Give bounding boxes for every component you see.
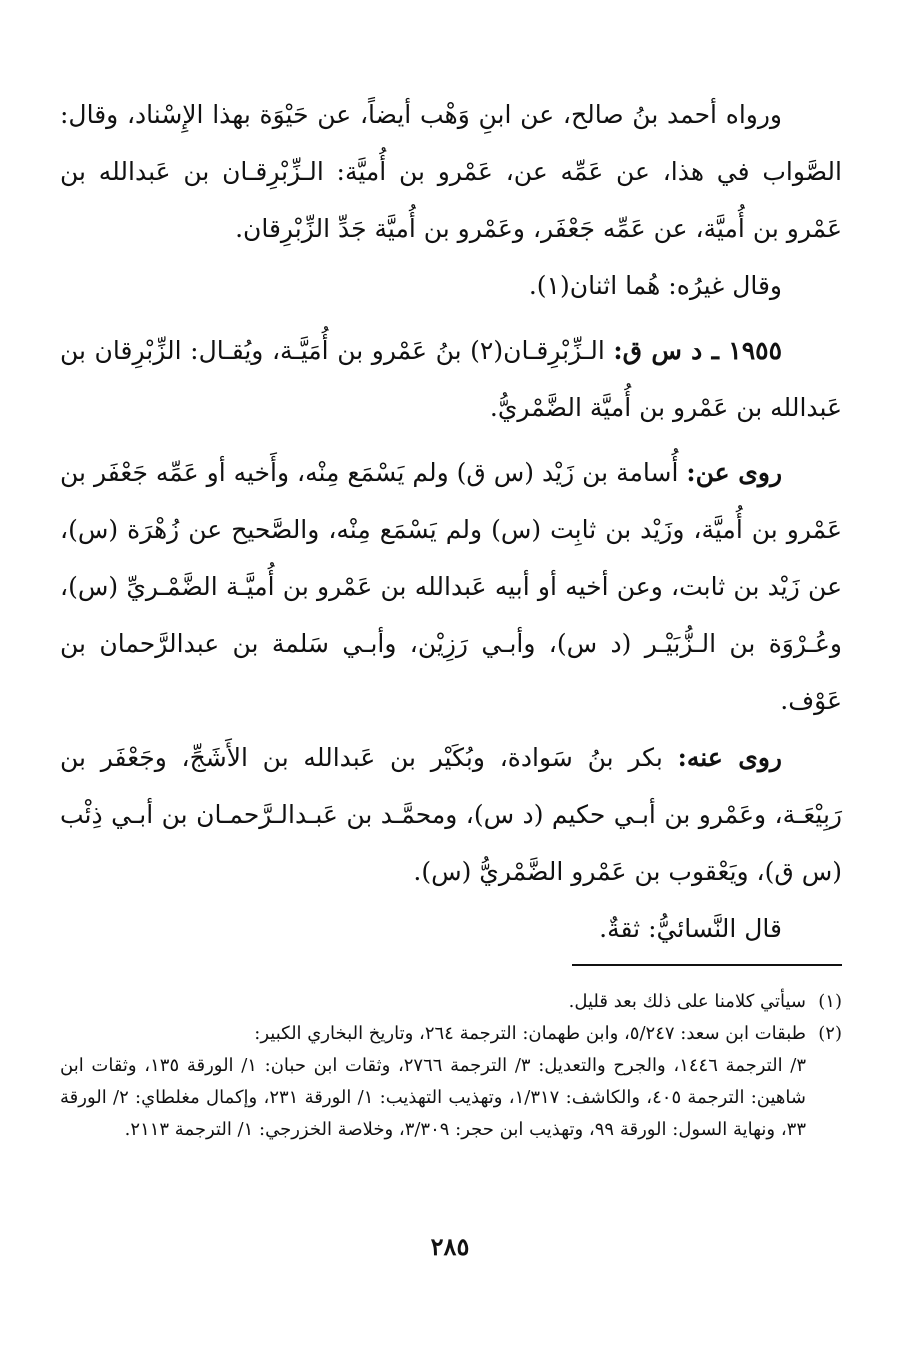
entry-name: الـزِّبْرِقـان(٢) بنُ عَمْرو بن أُمَيَّـة، ويُقـال: الزِّبْرِقان بن عَبدالله بن عَمْرو بن أُميَّة الضَّمْريُّ. [60, 336, 842, 422]
footnote-1 [60, 986, 842, 1018]
footnote-2-first-line: طبقات ابن سعد: ٥/٢٤٧، وابن طهمان: الترجمة ٢٦٤، وتاريخ البخاري الكبير: [254, 1023, 806, 1044]
narrated-from-label: روى عن: [686, 458, 783, 487]
entry-heading: ١٩٥٥ ـ د س ق: [613, 336, 782, 365]
paragraph-isnad: ورواه أحمد بنُ صالح، عن ابنِ وَهْب أيضاً، عن حَيْوَة بهذا الإِسْناد، وقال: الصَّواب في هذا، عن عَمِّه عن، عَمْرو بن أُميَّة: الـزِّبْرِقـان بن عَبدالله بن عَمْرو بن أُميَّة، عن عَمِّه جَعْفَر، وعَمْرو بن أُميَّة جَدِّ الزِّبْرِقان. [60, 100, 842, 243]
narrated-by-label: روى عنه: [677, 743, 782, 772]
footnote-1-number: (١) [818, 991, 842, 1012]
narrated-by-paragraph [60, 729, 842, 900]
paragraph-others-said: وقال غيرُه: هُما اثنان(١). [528, 271, 782, 300]
narrated-from-paragraph [60, 444, 842, 729]
footnote-2-number: (٢) [818, 1023, 842, 1044]
page-number: ٢٨٥ [430, 1232, 470, 1261]
narrated-by-text: بكر بنُ سَوادة، وبُكَيْر بن عَبدالله بن الأَشَجِّ، وجَعْفَر بن رَبِيْعَـة، وعَمْرو بن أبـي حكيم (د س)، ومحمَّـد بن عَبـدالـرَّحمـان بن أبـي ذِئْب (س ق)، ويَعْقوب بن عَمْرو الضَّمْريُّ (س). [60, 743, 842, 886]
footnote-divider [572, 964, 842, 966]
footnote-1-text: سيأتي كلامنا على ذلك بعد قليل. [568, 991, 806, 1012]
entry-1955 [60, 322, 842, 436]
footnote-2-continuation: ٣/ الترجمة ١٤٤٦، والجرح والتعديل: ٣/ الترجمة ٢٧٦٦، وثقات ابن حبان: ١/ الورقة ١٣٥، وثقات ابن شاهين: الترجمة ٤٠٥، والكاشف: ١/٣١٧، وتهذيب التهذيب: ١/ الورقة ٢٣١، وإكمال مغلطاي: ٢/ الورقة ٣٣، ونهاية السول: الورقة ٩٩، وتهذيب ابن حجر: ٣/٣٠٩، وخلاصة الخزرجي: ١/ الترجمة ٢١١٣. [60, 1055, 806, 1140]
nasai-verdict: قال النَّسائيُّ: ثقةٌ. [599, 914, 782, 943]
footnote-2 [60, 1018, 842, 1050]
narrated-from-text: أُسامة بن زَيْد (س ق) ولم يَسْمَع مِنْه، وأَخيه أو عَمِّه جَعْفَر بن عَمْرو بن أُميَّة، وزَيْد بن ثابِت (س) ولم يَسْمَع مِنْه، والصَّحيح عن زُهْرَة (س)، عن زَيْد بن ثابت، وعن أخيه أو أبيه عَبدالله بن عَمْرو بن أُميَّـة الضَّمْـريِّ (س)، وعُـرْوَة بن الـزُّبَيْـر (د س)، وأبـي رَزِيْن، وأبـي سَلمة بن عبدالرَّحمان بن عَوْف. [60, 458, 842, 715]
main-text [60, 86, 842, 957]
footnotes [60, 986, 842, 1146]
